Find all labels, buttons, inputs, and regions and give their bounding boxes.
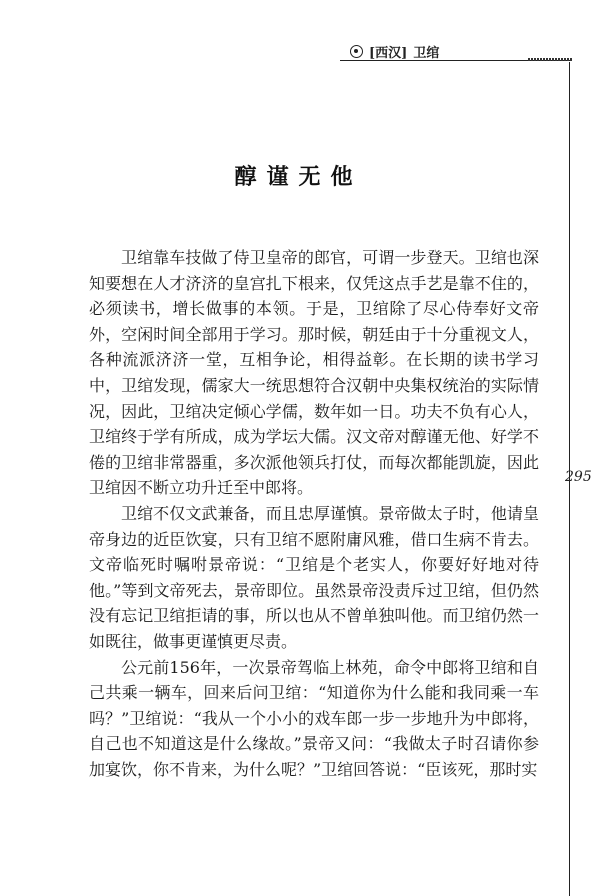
circle-bullet-icon bbox=[350, 45, 363, 58]
header-dynasty: [西汉] bbox=[369, 45, 408, 61]
paragraph-1: 卫绾靠车技做了侍卫皇帝的郎官，可谓一步登天。卫绾也深知要想在人才济济的皇宫扎下根来，仅凭这点手艺是靠不住的，必须读书，增长做事的本领。于是，卫绾除了尽心侍奉好文帝外，空闲时间全部用于学习。那时候，朝廷由于十分重视文人，各种流派济济一堂，互相争论，相得益彰。在长期的读书学习中，卫绾发现，儒家大一统思想符合汉朝中央集权统治的实际情况，因此，卫绾决定倾心学儒，数年如一日。功夫不负有心人，卫绾终于学有所成，成为学坛大儒。汉文帝对醇谨无他、好学不倦的卫绾非常器重，多次派他领兵打仗，而每次都能凯旋，因此卫绾因不断立功升迁至中郎将。 bbox=[89, 248, 539, 498]
header-rule-ornament bbox=[528, 58, 572, 61]
paragraph-2: 卫绾不仅文武兼备，而且忠厚谨慎。景帝做太子时，他请皇帝身边的近臣饮宴，只有卫绾不愿附庸风雅，借口生病不肯去。文帝临死时嘱咐景帝说：“卫绾是个老实人，你要好好地对待他。”等到文帝死去，景帝即位。虽然景帝没责斥过卫绾，但仍然没有忘记卫绾拒请的事，所以也从不曾单独叫他。而卫绾仍然一如既往，做事更谨慎更尽责。 bbox=[89, 503, 539, 651]
paragraph-3: 公元前156年，一次景帝驾临上林苑，命令中郎将卫绾和自己共乘一辆车，回来后问卫绾：“知道你为什么能和我同乘一车吗？”卫绾说：“我从一个小小的戏车郎一步一步地升为中郎将，自己也不知道这是什么缘故。”景帝又问：“我做太子时召请你参加宴饮，你不肯来，为什么呢？”卫绾回答说：“臣该死，那时实 bbox=[89, 657, 539, 779]
body-text bbox=[89, 245, 539, 782]
running-header bbox=[350, 40, 439, 62]
header-person: 卫绾 bbox=[413, 45, 440, 61]
section-title: 醇谨无他 bbox=[234, 164, 363, 190]
page-number: 295 bbox=[565, 469, 592, 485]
